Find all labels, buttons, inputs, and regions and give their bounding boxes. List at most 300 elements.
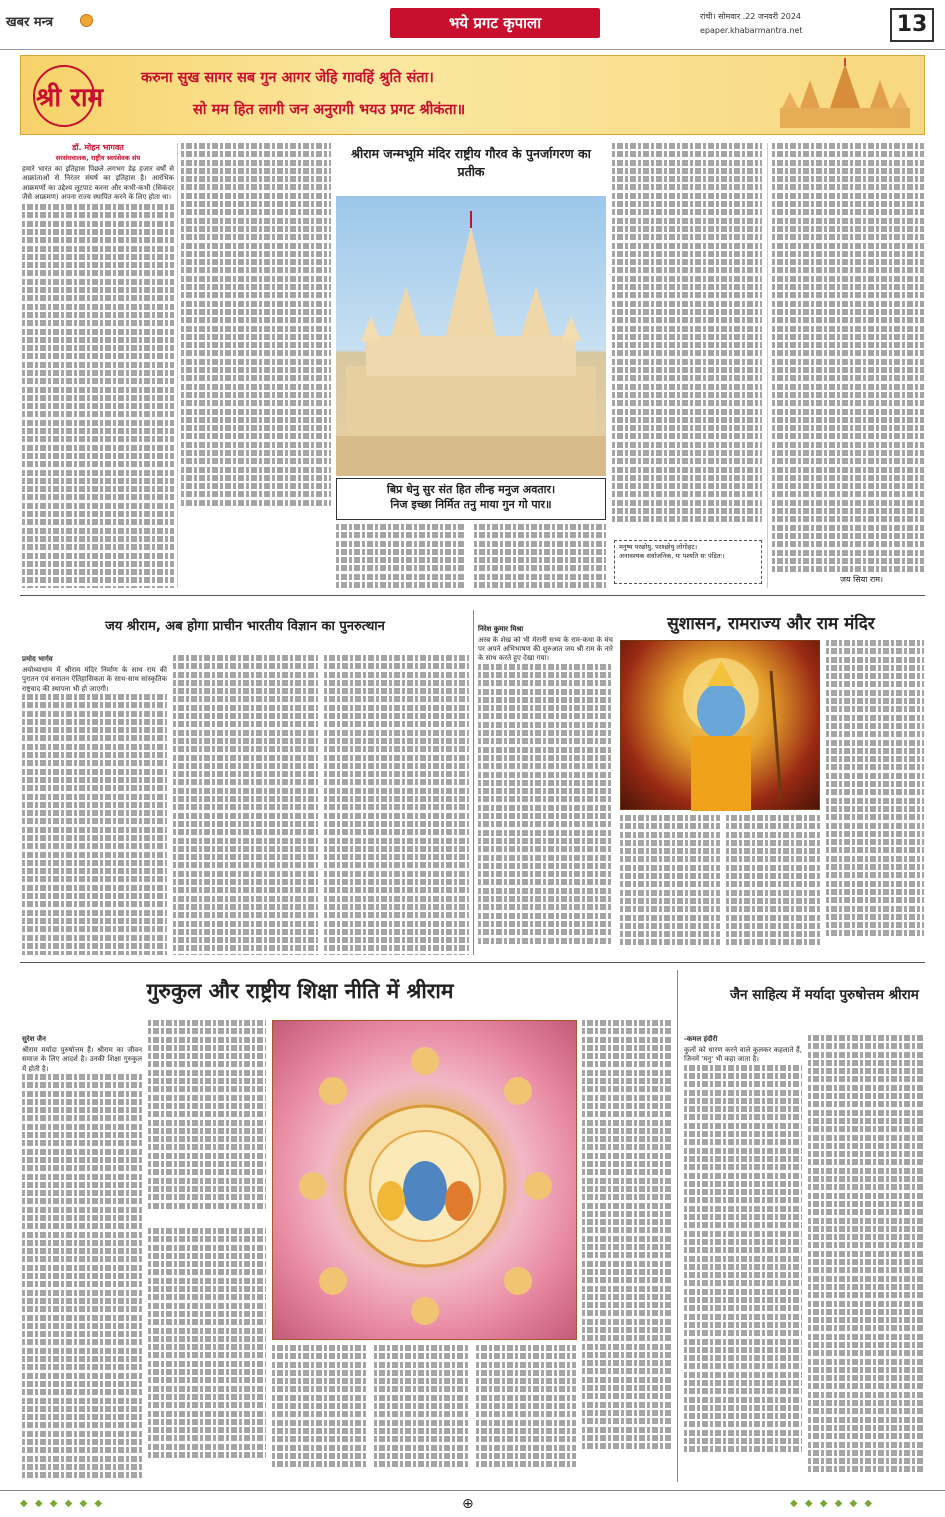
text-line xyxy=(181,475,331,481)
article2-author: प्रमोद भार्गव xyxy=(22,655,53,663)
text-line xyxy=(808,1184,924,1190)
text-line xyxy=(582,1186,672,1192)
text-line xyxy=(148,1452,266,1458)
text-line xyxy=(772,533,924,539)
text-line xyxy=(181,284,331,290)
text-line xyxy=(148,1136,266,1142)
text-line xyxy=(181,193,331,199)
text-line xyxy=(826,665,924,671)
text-line xyxy=(324,829,469,835)
text-line xyxy=(582,1045,672,1051)
article1-photo-headline: श्रीराम जन्मभूमि मंदिर राष्ट्रीय गौरव के पुनर्जागरण का प्रतीक xyxy=(351,146,591,179)
text-line xyxy=(808,1359,924,1365)
article4-col2 xyxy=(148,1020,266,1220)
epaper-link[interactable]: epaper.khabarmantra.net xyxy=(700,26,803,35)
text-line xyxy=(173,838,318,844)
text-line xyxy=(22,387,174,393)
text-line xyxy=(582,1178,672,1184)
text-line xyxy=(181,301,331,307)
text-line xyxy=(22,262,174,268)
text-line xyxy=(181,442,331,448)
text-line xyxy=(181,201,331,207)
text-line xyxy=(478,929,613,935)
text-line xyxy=(173,887,318,893)
text-line xyxy=(22,1414,142,1420)
article3-lead: अरब के शेख को भी मेरानी सभ्य के राम-कथा के मंच पर अपने अभिभाषण की शुरुआत जय श्री राम के नारे के साथ करते हुए देखा गया। xyxy=(478,636,613,663)
text-line xyxy=(22,827,167,833)
text-line xyxy=(808,1201,924,1207)
text-line xyxy=(148,1278,266,1284)
text-line xyxy=(478,788,613,794)
text-line xyxy=(173,804,318,810)
text-line xyxy=(22,1082,142,1088)
text-line xyxy=(374,1386,470,1392)
text-line xyxy=(22,1431,142,1437)
text-line xyxy=(582,1393,672,1399)
text-line xyxy=(173,921,318,927)
text-line xyxy=(324,879,469,885)
text-line xyxy=(374,1395,470,1401)
text-line xyxy=(582,1352,672,1358)
text-line xyxy=(684,1264,802,1270)
text-line xyxy=(582,1310,672,1316)
text-line xyxy=(324,937,469,943)
article5-headline-box xyxy=(730,985,925,1005)
text-line xyxy=(476,1345,576,1351)
crosshair-icon: ⊕ xyxy=(462,1496,474,1512)
text-line xyxy=(22,1149,142,1155)
text-line xyxy=(808,1309,924,1315)
text-line xyxy=(22,885,167,891)
text-line xyxy=(181,326,331,332)
text-line xyxy=(148,1028,266,1034)
text-line xyxy=(808,1408,924,1414)
photo-quote-line2: निज इच्छा निर्मित तनु माया गुन गो पार॥ xyxy=(390,497,552,511)
text-line xyxy=(148,1020,266,1026)
text-line xyxy=(684,1073,802,1079)
text-line xyxy=(324,954,469,955)
text-line xyxy=(826,881,924,887)
text-line xyxy=(582,1053,672,1059)
text-line xyxy=(476,1420,576,1426)
text-line xyxy=(22,1190,142,1196)
text-line xyxy=(22,794,167,800)
text-line xyxy=(478,713,613,719)
text-line xyxy=(620,931,720,937)
article5-author: -कमल इंदौरी xyxy=(684,1035,718,1043)
text-line xyxy=(22,1389,142,1395)
text-line xyxy=(808,1052,924,1058)
text-line xyxy=(476,1436,576,1442)
text-line xyxy=(808,1334,924,1340)
text-line xyxy=(181,392,331,398)
text-line xyxy=(22,810,167,816)
text-line xyxy=(22,1356,142,1362)
text-line xyxy=(726,823,820,829)
text-line xyxy=(272,1420,368,1426)
text-line xyxy=(684,1231,802,1237)
text-line xyxy=(808,1276,924,1282)
text-line xyxy=(22,769,167,775)
text-line xyxy=(22,727,167,733)
text-line xyxy=(148,1169,266,1175)
text-line xyxy=(476,1378,576,1384)
text-line xyxy=(684,1098,802,1104)
text-line xyxy=(22,1115,142,1121)
text-line xyxy=(173,680,318,686)
text-line xyxy=(826,723,924,729)
text-line xyxy=(684,1148,802,1154)
text-line xyxy=(826,781,924,787)
text-line xyxy=(582,1385,672,1391)
text-line xyxy=(173,663,318,669)
article1-col5 xyxy=(612,143,762,533)
text-line xyxy=(22,1074,142,1080)
text-line xyxy=(22,312,174,318)
text-line xyxy=(272,1453,368,1459)
text-line xyxy=(374,1461,470,1467)
text-line xyxy=(478,821,613,827)
text-line xyxy=(478,846,613,852)
text-line xyxy=(22,910,167,916)
text-line xyxy=(826,756,924,762)
text-line xyxy=(772,184,924,190)
text-line xyxy=(612,267,762,273)
text-line xyxy=(726,865,820,871)
text-line xyxy=(148,1086,266,1092)
text-line xyxy=(272,1445,368,1451)
text-line xyxy=(582,1377,672,1383)
text-line xyxy=(22,494,174,500)
text-line xyxy=(181,209,331,215)
text-line xyxy=(173,655,318,661)
text-line xyxy=(826,839,924,845)
text-line xyxy=(808,1350,924,1356)
text-line xyxy=(22,694,167,700)
text-line xyxy=(474,582,606,588)
text-line xyxy=(684,1173,802,1179)
text-line xyxy=(808,1076,924,1082)
text-line xyxy=(324,755,469,761)
text-line xyxy=(148,1103,266,1109)
text-line xyxy=(808,1400,924,1406)
text-line xyxy=(612,442,762,448)
text-line xyxy=(620,898,720,904)
text-line xyxy=(726,815,820,821)
text-line xyxy=(181,425,331,431)
text-line xyxy=(173,954,318,955)
text-line xyxy=(612,458,762,464)
text-line xyxy=(772,525,924,531)
text-line xyxy=(808,1060,924,1066)
text-line xyxy=(684,1090,802,1096)
text-line xyxy=(772,558,924,564)
text-line xyxy=(22,760,167,766)
text-line xyxy=(772,541,924,547)
text-line xyxy=(582,1070,672,1076)
text-line xyxy=(478,680,613,686)
text-line xyxy=(148,1311,266,1317)
text-line xyxy=(684,1322,802,1328)
text-line xyxy=(324,746,469,752)
text-line xyxy=(148,1336,266,1342)
text-line xyxy=(22,752,167,758)
text-line xyxy=(272,1436,368,1442)
text-line xyxy=(148,1078,266,1084)
text-line xyxy=(374,1403,470,1409)
text-line xyxy=(772,160,924,166)
text-line xyxy=(476,1445,576,1451)
text-line xyxy=(726,923,820,929)
text-line xyxy=(582,1153,672,1159)
text-line xyxy=(336,557,466,563)
text-line xyxy=(173,904,318,910)
text-line xyxy=(148,1053,266,1059)
text-line xyxy=(324,771,469,777)
text-line xyxy=(684,1189,802,1195)
text-line xyxy=(772,467,924,473)
text-line xyxy=(22,1265,142,1271)
text-line xyxy=(324,813,469,819)
article4-author: सुरेश जैन xyxy=(22,1035,46,1043)
text-line xyxy=(826,897,924,903)
text-line xyxy=(826,906,924,912)
text-line xyxy=(826,831,924,837)
text-line xyxy=(808,1375,924,1381)
text-line xyxy=(148,1144,266,1150)
text-line xyxy=(22,1456,142,1462)
text-line xyxy=(22,951,167,955)
text-line xyxy=(582,1136,672,1142)
text-line xyxy=(478,697,613,703)
text-line xyxy=(684,1372,802,1378)
article1-col3 xyxy=(336,524,466,590)
text-line xyxy=(582,1095,672,1101)
text-line xyxy=(22,1381,142,1387)
article1-end: जय सिया राम। xyxy=(840,575,884,584)
text-line xyxy=(181,317,331,323)
text-line xyxy=(478,888,613,894)
article1-col2 xyxy=(181,143,331,513)
text-line xyxy=(324,655,469,661)
text-line xyxy=(22,1132,142,1138)
article1-author-title: सरसंघचालक, राष्ट्रीय स्वयंसेवक संघ xyxy=(55,153,141,162)
shriram-logo xyxy=(24,58,119,130)
text-line xyxy=(726,856,820,862)
text-line xyxy=(476,1395,576,1401)
text-line xyxy=(173,896,318,902)
text-line xyxy=(684,1123,802,1129)
article4-col3 xyxy=(272,1345,368,1480)
text-line xyxy=(22,544,174,550)
text-line xyxy=(173,813,318,819)
article1-col6 xyxy=(772,143,924,573)
text-line xyxy=(684,1164,802,1170)
article3-headline: सुशासन, रामराज्य और राम मंदिर xyxy=(667,614,875,634)
text-line xyxy=(22,353,174,359)
text-line xyxy=(582,1203,672,1209)
dateline: रांची। सोमवार .22 जनवरी 2024 xyxy=(700,12,802,21)
text-line xyxy=(582,1286,672,1292)
text-line xyxy=(22,785,167,791)
text-line xyxy=(478,664,613,670)
text-line xyxy=(181,309,331,315)
article3-col2 xyxy=(620,815,720,955)
article2-col2 xyxy=(173,655,318,955)
text-line xyxy=(22,378,174,384)
text-line xyxy=(22,1223,142,1229)
text-line xyxy=(808,1433,924,1439)
text-line xyxy=(22,868,167,874)
text-line xyxy=(684,1438,802,1444)
text-line xyxy=(22,802,167,808)
text-line xyxy=(22,320,174,326)
text-line xyxy=(148,1111,266,1117)
text-line xyxy=(374,1370,470,1376)
text-line xyxy=(173,779,318,785)
article2-lead: अयोध्याधाम में श्रीराम मंदिर निर्माण के साथ राम की पुरातन एवं सनातन ऐतिहासिकता के साथ-साथ सांस्कृतिक राष्ट्रवाद की स्थापना भी हो जाएगी। xyxy=(22,666,167,693)
text-line xyxy=(582,1294,672,1300)
text-line xyxy=(772,450,924,456)
text-line xyxy=(726,832,820,838)
text-line xyxy=(612,500,762,506)
text-line xyxy=(826,914,924,920)
text-line xyxy=(612,342,762,348)
text-line xyxy=(22,428,174,434)
text-line xyxy=(612,160,762,166)
text-line xyxy=(336,574,466,580)
text-line xyxy=(478,913,613,919)
text-line xyxy=(620,939,720,945)
text-line xyxy=(684,1339,802,1345)
text-line xyxy=(808,1193,924,1199)
text-line xyxy=(808,1442,924,1448)
text-line xyxy=(324,945,469,951)
text-line xyxy=(173,721,318,727)
text-line xyxy=(22,1182,142,1188)
text-line xyxy=(808,1226,924,1232)
text-line xyxy=(148,1245,266,1251)
text-line xyxy=(612,475,762,481)
text-line xyxy=(620,923,720,929)
text-line xyxy=(808,1085,924,1091)
text-line xyxy=(324,721,469,727)
text-line xyxy=(620,873,720,879)
text-line xyxy=(612,367,762,373)
text-line xyxy=(336,582,466,588)
text-line xyxy=(808,1383,924,1389)
text-line xyxy=(808,1367,924,1373)
text-line xyxy=(808,1043,924,1049)
text-line xyxy=(772,500,924,506)
text-line xyxy=(374,1445,470,1451)
text-line xyxy=(772,243,924,249)
text-line xyxy=(22,279,174,285)
text-line xyxy=(181,350,331,356)
text-line xyxy=(612,292,762,298)
text-line xyxy=(148,1361,266,1367)
text-line xyxy=(173,829,318,835)
text-line xyxy=(22,1273,142,1279)
text-line xyxy=(22,453,174,459)
text-line xyxy=(22,1447,142,1453)
text-line xyxy=(826,748,924,754)
text-line xyxy=(148,1037,266,1043)
text-line xyxy=(478,763,613,769)
text-line xyxy=(582,1037,672,1043)
text-line xyxy=(684,1347,802,1353)
ram-temple-photo xyxy=(336,196,606,476)
text-line xyxy=(772,267,924,273)
article4-col2b xyxy=(148,1228,266,1480)
text-line xyxy=(612,226,762,232)
text-line xyxy=(173,746,318,752)
text-line xyxy=(148,1153,266,1159)
text-line xyxy=(684,1397,802,1403)
text-line xyxy=(148,1095,266,1101)
text-line xyxy=(476,1353,576,1359)
text-line xyxy=(173,730,318,736)
text-line xyxy=(22,735,167,741)
text-line xyxy=(324,705,469,711)
text-line xyxy=(22,237,174,243)
text-line xyxy=(22,553,174,559)
text-line xyxy=(336,549,466,555)
text-line xyxy=(808,1151,924,1157)
text-line xyxy=(478,838,613,844)
text-line xyxy=(181,450,331,456)
text-line xyxy=(612,409,762,415)
text-line xyxy=(22,1165,142,1171)
text-line xyxy=(684,1239,802,1245)
text-line xyxy=(181,176,331,182)
text-line xyxy=(684,1289,802,1295)
text-line xyxy=(22,536,174,542)
text-line xyxy=(582,1227,672,1233)
text-line xyxy=(684,1206,802,1212)
text-line xyxy=(22,835,167,841)
text-line xyxy=(173,688,318,694)
text-line xyxy=(684,1247,802,1253)
text-line xyxy=(181,467,331,473)
text-line xyxy=(478,863,613,869)
text-line xyxy=(22,818,167,824)
text-line xyxy=(272,1403,368,1409)
article1-credit-box: मनुष्य परछोयु, परश्छोयु लोगोहट। अनावश्यक सर्वाजनिक, यः पश्यति सः पंडितः। xyxy=(614,540,762,584)
text-line xyxy=(620,865,720,871)
text-line xyxy=(181,359,331,365)
text-line xyxy=(582,1211,672,1217)
text-line xyxy=(22,1439,142,1445)
text-line xyxy=(181,151,331,157)
text-line xyxy=(173,879,318,885)
text-line xyxy=(684,1181,802,1187)
text-line xyxy=(808,1068,924,1074)
article4-lead: श्रीराम मर्यादा पुरुषोत्तम हैं। श्रीराम का जीवन समाज के लिए आदर्श है। उनकी शिक्षा गुरुकुल में होती है। xyxy=(22,1046,142,1073)
text-line xyxy=(582,1144,672,1150)
temple-illustration xyxy=(770,58,920,132)
text-line xyxy=(181,218,331,224)
text-line xyxy=(324,821,469,827)
text-line xyxy=(22,1331,142,1337)
text-line xyxy=(726,890,820,896)
text-line xyxy=(582,1111,672,1117)
text-line xyxy=(22,1174,142,1180)
text-line xyxy=(22,1323,142,1329)
text-line xyxy=(22,403,174,409)
text-line xyxy=(22,420,174,426)
text-line xyxy=(148,1061,266,1067)
